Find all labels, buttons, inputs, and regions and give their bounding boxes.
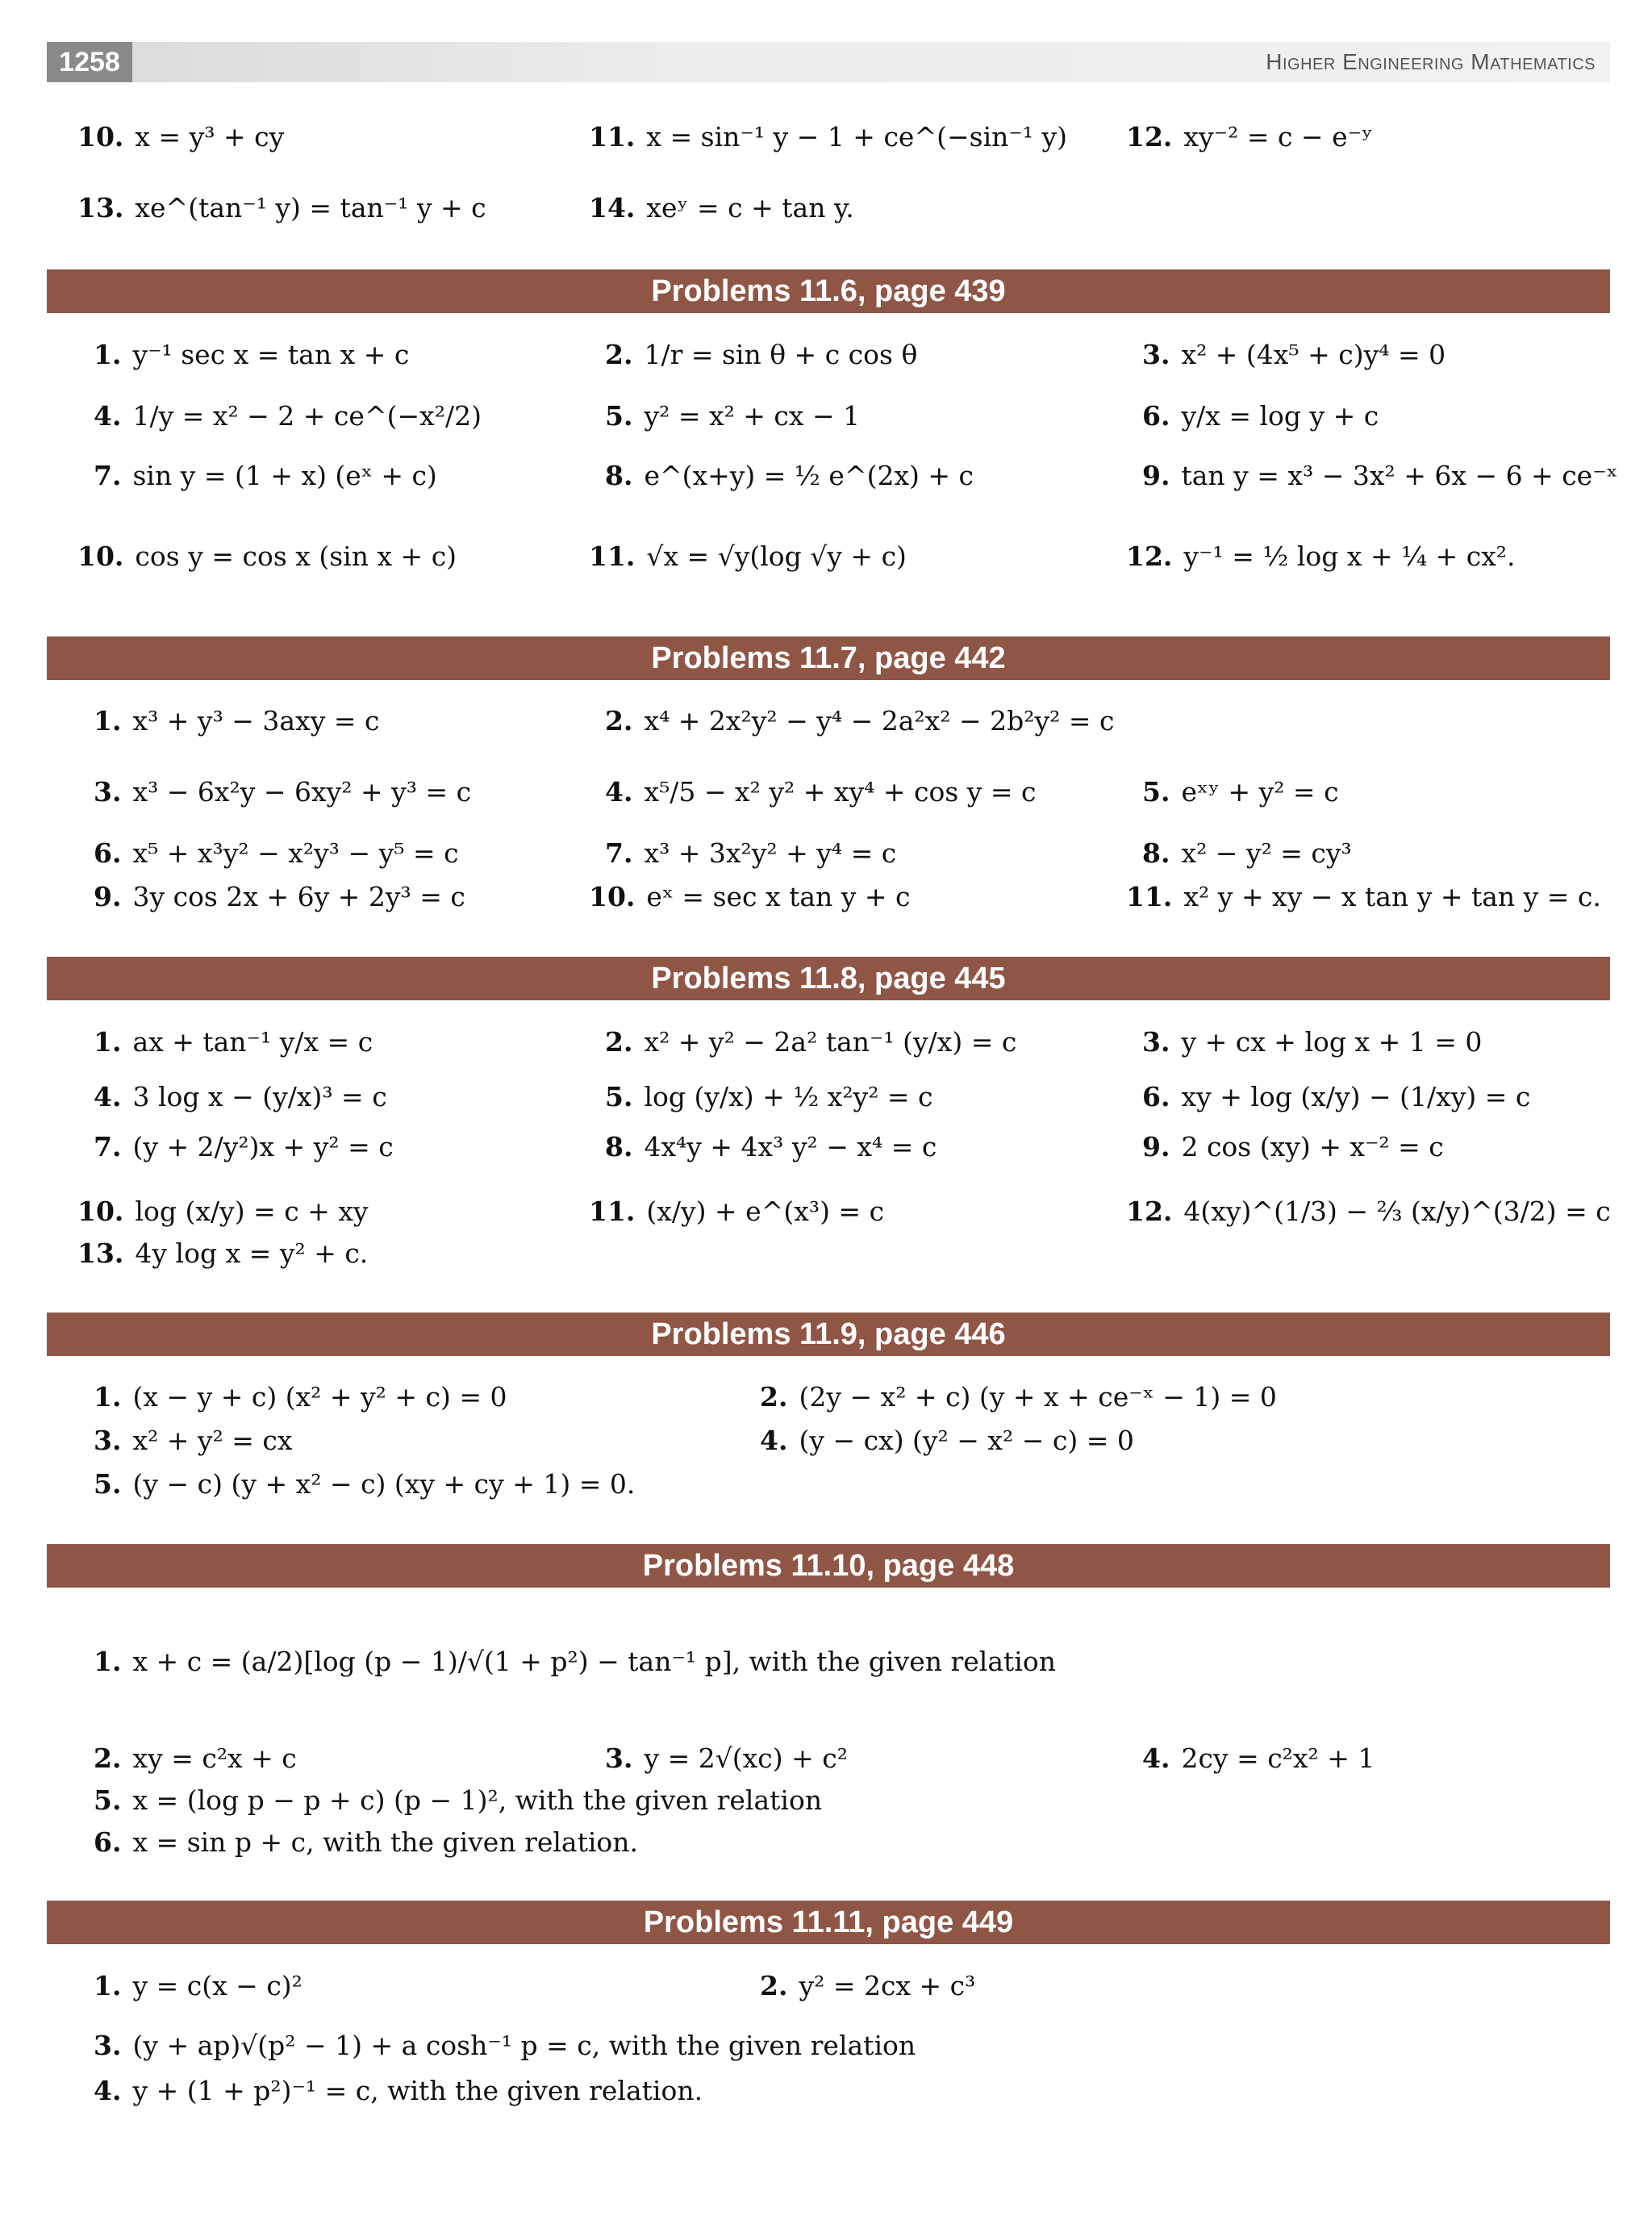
answer-text: x⁴ + 2x²y² − y⁴ − 2a²x² − 2b²y² = c [644,705,1115,737]
answer-item [94,1383,507,1412]
answer-item [1142,1028,1482,1057]
answer-text: eˣʸ + y² = c [1181,776,1339,808]
answer-item [605,402,860,431]
answer-text: x³ + y³ − 3axy = c [132,705,380,737]
answer-item [94,883,465,912]
answer-number: 4. [94,400,122,432]
answer-text: x² + (4x⁵ + c)y⁴ = 0 [1181,339,1446,370]
answer-number: 4. [94,1081,122,1112]
answer-item [760,1972,975,2001]
answer-number: 11. [589,1196,636,1227]
answer-text: x = sin p + c, with the given relation. [132,1826,639,1858]
answer-item [77,542,457,571]
answer-text: x² − y² = cy³ [1181,837,1352,869]
answer-text: y + (1 + p²)⁻¹ = c, with the given relation. [132,2075,703,2106]
answer-number: 1. [94,339,122,370]
answer-text: (2y − x² + c) (y + x + ce⁻ˣ − 1) = 0 [799,1381,1277,1413]
answer-text: y/x = log y + c [1181,400,1379,432]
answer-text: (x − y + c) (x² + y² + c) = 0 [132,1381,507,1413]
answer-text: y = c(x − c)² [132,1970,302,2001]
section-banner: Problems 11.6, page 439 [47,269,1610,313]
answer-number: 14. [589,192,636,223]
answer-item [605,461,974,490]
answer-number: 1. [94,705,122,737]
answer-number: 6. [1142,400,1170,432]
answer-number: 6. [94,1826,122,1858]
answer-item [589,1197,884,1226]
answer-text: cos y = cos x (sin x + c) [135,540,457,572]
answer-number: 8. [1142,837,1170,869]
answer-item [1126,1197,1611,1226]
answer-text: 1/y = x² − 2 + ce^(−x²/2) [132,400,482,432]
answer-text: x + c = (a/2)[log (p − 1)/√(1 + p²) − tan⁻¹ p], with the given relation [132,1646,1056,1677]
answer-text: 3y cos 2x + 6y + 2y³ = c [132,881,465,912]
answer-text: x = (log p − p + c) (p − 1)², with the given relation [132,1784,823,1816]
answer-number: 1. [94,1970,122,2001]
page-number: 1258 [47,42,132,82]
answer-number: 4. [760,1425,788,1456]
answer-number: 1. [94,1026,122,1058]
answer-number: 10. [77,540,124,572]
answer-item [605,1133,937,1162]
answer-text: x = y³ + cy [135,121,285,152]
answer-number: 2. [760,1970,788,2001]
answer-item [77,194,486,223]
answer-number: 5. [605,400,633,432]
answer-number: 3. [605,1742,633,1774]
answer-number: 10. [589,881,636,912]
answer-item [589,123,1067,152]
answer-number: 4. [605,776,633,808]
answer-item [1142,839,1352,868]
answer-text: e^(x+y) = ½ e^(2x) + c [644,460,974,491]
answer-item [94,340,409,369]
answer-text: eˣ = sec x tan y + c [646,881,911,912]
answer-number: 6. [94,837,122,869]
answer-item [605,839,896,868]
section-banner: Problems 11.7, page 442 [47,636,1610,680]
answer-item [94,2031,916,2060]
answer-text: 2 cos (xy) + x⁻² = c [1181,1131,1444,1162]
answer-number: 7. [94,460,122,491]
answer-number: 2. [760,1381,788,1413]
answer-number: 7. [605,837,633,869]
answer-number: 3. [1142,1026,1170,1058]
answer-text: (x/y) + e^(x³) = c [646,1196,885,1227]
answer-number: 11. [1126,881,1173,912]
answer-number: 13. [77,1237,124,1269]
answer-text: xy⁻² = c − e⁻ʸ [1183,121,1373,152]
answer-number: 4. [94,2075,122,2106]
answer-text: xeʸ = c + tan y. [646,192,854,223]
answer-text: √x = √y(log √y + c) [646,540,907,572]
answer-number: 12. [1126,540,1173,572]
answer-item [94,1028,373,1057]
answer-text: sin y = (1 + x) (eˣ + c) [132,460,437,491]
answer-number: 5. [1142,776,1170,808]
answer-number: 5. [605,1081,633,1112]
answer-item [94,2076,703,2106]
answer-number: 12. [1126,1196,1173,1227]
answer-text: xy = c²x + c [132,1742,297,1774]
answer-number: 6. [1142,1081,1170,1112]
answer-item [1142,340,1446,369]
answer-item [589,542,907,571]
section-banner: Problems 11.9, page 446 [47,1313,1610,1356]
answer-number: 5. [94,1468,122,1500]
answer-number: 3. [1142,339,1170,370]
section-banner: Problems 11.8, page 445 [47,957,1610,1000]
answer-number: 10. [77,121,124,152]
answer-text: tan y = x³ − 3x² + 6x − 6 + ce⁻ˣ [1181,460,1618,491]
answer-item [94,839,459,868]
answer-item [1126,542,1516,571]
answer-item [94,1470,635,1499]
answer-item [760,1383,1277,1412]
answer-item [94,1786,822,1815]
answer-item [605,1744,848,1773]
answer-item [1142,778,1339,807]
answer-text: y⁻¹ sec x = tan x + c [132,339,410,370]
answer-number: 3. [94,776,122,808]
answer-number: 12. [1126,121,1173,152]
answer-number: 2. [94,1742,122,1774]
answer-text: y = 2√(xc) + c² [644,1742,848,1774]
answer-item [94,1647,1056,1676]
answer-text: y² = x² + cx − 1 [644,400,861,432]
answer-text: y² = 2cx + c³ [799,1970,976,2001]
answer-item [77,1239,368,1268]
answer-item [94,778,471,807]
answer-item [1142,461,1618,490]
answer-item [94,1828,638,1857]
answer-item [605,1083,933,1112]
answer-text: 4y log x = y² + c. [135,1237,369,1269]
answer-number: 8. [605,460,633,491]
answer-item [1142,402,1379,431]
answer-item [589,194,854,223]
answer-text: 3 log x − (y/x)³ = c [132,1081,387,1112]
answer-number: 13. [77,192,124,223]
section-banner: Problems 11.10, page 448 [47,1544,1610,1588]
answer-item [1126,123,1373,152]
answer-item [94,402,482,431]
section-banner: Problems 11.11, page 449 [47,1901,1610,1944]
page-header [47,42,1610,82]
answer-item [77,1197,369,1226]
answer-text: ax + tan⁻¹ y/x = c [132,1026,373,1058]
answer-item [94,1083,387,1112]
answer-item [94,1744,297,1773]
answer-text: xe^(tan⁻¹ y) = tan⁻¹ y + c [135,192,486,223]
answer-number: 4. [1142,1742,1170,1774]
answer-item [94,1426,293,1455]
answer-number: 3. [94,2030,122,2061]
answer-item [605,707,1114,736]
answer-text: (y + 2/y²)x + y² = c [132,1131,394,1162]
answer-text: x² + y² − 2a² tan⁻¹ (y/x) = c [644,1026,1017,1058]
answer-text: x⁵/5 − x² y² + xy⁴ + cos y = c [644,776,1037,808]
answer-item [605,340,917,369]
answer-text: 2cy = c²x² + 1 [1181,1742,1375,1774]
answer-item [1142,1133,1444,1162]
answer-number: 8. [605,1131,633,1162]
answer-number: 2. [605,705,633,737]
answer-number: 9. [1142,460,1170,491]
answer-text: x⁵ + x³y² − x²y³ − y⁵ = c [132,837,459,869]
answer-item [589,883,911,912]
answer-item [605,1028,1016,1057]
answer-number: 1. [94,1381,122,1413]
answer-number: 9. [94,881,122,912]
answer-text: (y − c) (y + x² − c) (xy + cy + 1) = 0. [132,1468,636,1500]
answer-item [77,123,284,152]
answer-item [94,1972,302,2001]
answer-number: 1. [94,1646,122,1677]
answer-number: 11. [589,540,636,572]
answer-text: (y − cx) (y² − x² − c) = 0 [799,1425,1134,1456]
answer-text: (y + ap)√(p² − 1) + a cosh⁻¹ p = c, with the given relation [132,2030,916,2061]
book-title: Higher Engineering Mathematics [1266,49,1596,74]
answer-number: 10. [77,1196,124,1227]
answer-number: 11. [589,121,636,152]
answer-number: 3. [94,1425,122,1456]
answer-text: log (x/y) = c + xy [135,1196,369,1227]
answer-item [1142,1083,1530,1112]
answer-number: 2. [605,1026,633,1058]
answer-text: y + cx + log x + 1 = 0 [1181,1026,1483,1058]
answer-number: 2. [605,339,633,370]
answer-text: xy + log (x/y) − (1/xy) = c [1181,1081,1531,1112]
answer-text: x² y + xy − x tan y + tan y = c. [1183,881,1601,912]
answer-text: x² + y² = cx [132,1425,293,1456]
answer-item [760,1426,1134,1455]
answer-text: x³ + 3x²y² + y⁴ = c [644,837,897,869]
answer-text: 1/r = sin θ + c cos θ [644,339,918,370]
answer-text: x = sin⁻¹ y − 1 + ce^(−sin⁻¹ y) [646,121,1068,152]
answer-item [605,778,1037,807]
answer-item [1142,1744,1375,1773]
answer-number: 7. [94,1131,122,1162]
answer-item [1126,883,1601,912]
answer-item [94,1133,394,1162]
answer-number: 9. [1142,1131,1170,1162]
answer-text: 4(xy)^(1/3) − ⅔ (x/y)^(3/2) = c [1183,1196,1611,1227]
answer-text: log (y/x) + ½ x²y² = c [644,1081,933,1112]
answer-text: x³ − 6x²y − 6xy² + y³ = c [132,776,472,808]
answer-item [94,707,379,736]
answer-item [94,461,437,490]
answer-number: 5. [94,1784,122,1816]
answer-text: 4x⁴y + 4x³ y² − x⁴ = c [644,1131,937,1162]
answer-text: y⁻¹ = ½ log x + ¼ + cx². [1183,540,1516,572]
